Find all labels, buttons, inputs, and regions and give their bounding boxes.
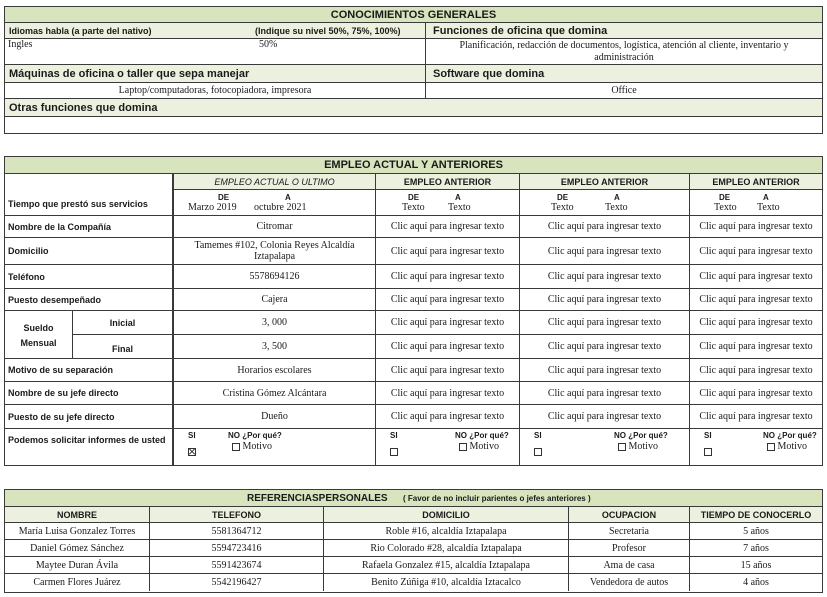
ref-cell-domicilio[interactable]: Benito Zúñiga #10, alcaldía Iztacalco [323, 574, 568, 591]
field-jefe-actual[interactable]: Cristina Gómez Alcántara [173, 382, 375, 405]
empleo-title: EMPLEO ACTUAL Y ANTERIORES [5, 157, 822, 174]
field-compania-anterior-1[interactable]: Clic aquí para ingresar texto [375, 216, 519, 238]
label-final: Final [73, 335, 173, 359]
field-compania-anterior-3[interactable]: Clic aquí para ingresar texto [689, 216, 822, 238]
field-puesto_jefe-actual[interactable]: Dueño [173, 405, 375, 429]
tiempo-field-anterior-3[interactable] [689, 190, 822, 216]
field-jefe-anterior-1[interactable]: Clic aquí para ingresar texto [375, 382, 519, 405]
field-domicilio-anterior-2[interactable]: Clic aquí para ingresar texto [519, 238, 689, 265]
ref-cell-ocupacion[interactable]: Vendedora de autos [568, 574, 689, 591]
field-compania-anterior-2[interactable]: Clic aquí para ingresar texto [519, 216, 689, 238]
field-domicilio-anterior-3[interactable]: Clic aquí para ingresar texto [689, 238, 822, 265]
funciones-field[interactable]: Planificación, redacción de documentos, logística, atención al cliente, inventario y administración [426, 39, 822, 65]
si-checkbox-box [534, 448, 542, 456]
tiempo-field-actual[interactable] [173, 190, 375, 216]
si-checkbox[interactable] [534, 443, 542, 461]
ref-cell-ocupacion[interactable]: Profesor [568, 540, 689, 557]
motivo-text: Motivo [777, 441, 807, 452]
si-checkbox[interactable] [188, 443, 196, 461]
maquinas-label: Máquinas de oficina o taller que sepa manejar [5, 65, 426, 83]
no-label: NO ¿Por qué? [763, 431, 817, 440]
label-compania: Nombre de la Compañía [5, 216, 173, 238]
ref-cell-telefono[interactable]: 5591423674 [149, 557, 323, 574]
col-header-anterior-3: EMPLEO ANTERIOR [689, 174, 822, 190]
idiomas-hint: (Indique su nivel 50%, 75%, 100%) [255, 26, 401, 36]
a-label: A [763, 193, 769, 202]
no-checkbox-box [232, 443, 240, 451]
si-label: SI [704, 431, 712, 440]
col-header-anterior-2: EMPLEO ANTERIOR [519, 174, 689, 190]
ref-cell-tiempo[interactable]: 7 años [689, 540, 822, 557]
software-label: Software que domina [426, 65, 822, 83]
referencias-title [5, 490, 822, 507]
de-label: DE [408, 193, 420, 202]
label-tiempo: Tiempo que prestó sus servicios [5, 174, 173, 216]
ref-cell-tiempo[interactable]: 4 años [689, 574, 822, 591]
no-checkbox[interactable] [459, 441, 499, 452]
informes-field-anterior-2 [519, 429, 689, 465]
field-motivo-anterior-1[interactable]: Clic aquí para ingresar texto [375, 359, 519, 382]
a-value: octubre 2021 [254, 202, 307, 213]
label-informes: Podemos solicitar informes de usted [5, 429, 173, 465]
tiempo-field-anterior-2[interactable] [519, 190, 689, 216]
idioma-field[interactable] [5, 39, 426, 65]
informes-field-anterior-1 [375, 429, 519, 465]
label-jefe: Nombre de su jefe directo [5, 382, 173, 405]
maquinas-field[interactable]: Laptop/computadoras, fotocopiadora, impresora [5, 83, 426, 99]
field-final-actual[interactable]: 3, 500 [173, 335, 375, 359]
no-checkbox-box [459, 443, 467, 451]
motivo-text: Motivo [242, 441, 272, 452]
field-jefe-anterior-2[interactable]: Clic aquí para ingresar texto [519, 382, 689, 405]
a-label: A [614, 193, 620, 202]
referencias-title-text: REFERENCIASPERSONALES [247, 493, 388, 504]
no-checkbox[interactable] [232, 441, 272, 452]
field-inicial-actual[interactable]: 3, 000 [173, 311, 375, 335]
field-compania-actual[interactable]: Citromar [173, 216, 375, 238]
ref-header-ocupacion: OCUPACION [568, 507, 689, 523]
field-puesto-anterior-1[interactable]: Clic aquí para ingresar texto [375, 289, 519, 311]
no-checkbox-box [618, 443, 626, 451]
ref-cell-nombre[interactable]: María Luisa Gonzalez Torres [5, 523, 149, 540]
motivo-text: Motivo [628, 441, 658, 452]
col-header-actual: EMPLEO ACTUAL O ULTIMO [173, 174, 375, 190]
field-puesto_jefe-anterior-1[interactable]: Clic aquí para ingresar texto [375, 405, 519, 429]
label-puesto-jefe: Puesto de su jefe directo [5, 405, 173, 429]
si-checkbox-box [390, 448, 398, 456]
ref-cell-ocupacion[interactable]: Ama de casa [568, 557, 689, 574]
field-telefono-anterior-2[interactable]: Clic aquí para ingresar texto [519, 265, 689, 289]
field-telefono-anterior-3[interactable]: Clic aquí para ingresar texto [689, 265, 822, 289]
si-checkbox[interactable] [390, 443, 398, 461]
si-label: SI [188, 431, 196, 440]
si-label: SI [534, 431, 542, 440]
ref-cell-telefono[interactable]: 5542196427 [149, 574, 323, 591]
label-domicilio: Domicilio [5, 238, 173, 265]
otras-field[interactable] [5, 117, 822, 133]
de-value: Texto [551, 202, 574, 213]
a-value: Texto [757, 202, 780, 213]
si-label: SI [390, 431, 398, 440]
ref-header-nombre: NOMBRE [5, 507, 149, 523]
de-value: Texto [714, 202, 737, 213]
a-label: A [285, 193, 291, 202]
field-puesto_jefe-anterior-3[interactable]: Clic aquí para ingresar texto [689, 405, 822, 429]
field-inicial-anterior-2[interactable]: Clic aquí para ingresar texto [519, 311, 689, 335]
de-label: DE [218, 193, 230, 202]
ref-header-tiempo: TIEMPO DE CONOCERLO [689, 507, 822, 523]
idiomas-label [5, 23, 426, 39]
field-telefono-anterior-1[interactable]: Clic aquí para ingresar texto [375, 265, 519, 289]
a-value: Texto [448, 202, 471, 213]
ref-cell-nombre[interactable]: Maytee Duran Ávila [5, 557, 149, 574]
idiomas-label-text: Idiomas habla (a parte del nativo) [9, 26, 152, 36]
ref-header-domicilio: DOMICILIO [323, 507, 568, 523]
label-motivo: Motivo de su separación [5, 359, 173, 382]
no-checkbox[interactable] [767, 441, 807, 452]
ref-cell-domicilio[interactable]: Roble #16, alcaldía Iztapalapa [323, 523, 568, 540]
informes-field-actual [173, 429, 375, 465]
tiempo-field-anterior-1[interactable] [375, 190, 519, 216]
motivo-text: Motivo [469, 441, 499, 452]
field-motivo-actual[interactable]: Horarios escolares [173, 359, 375, 382]
field-motivo-anterior-3[interactable]: Clic aquí para ingresar texto [689, 359, 822, 382]
field-puesto-anterior-3[interactable]: Clic aquí para ingresar texto [689, 289, 822, 311]
field-final-anterior-2[interactable]: Clic aquí para ingresar texto [519, 335, 689, 359]
label-telefono: Teléfono [5, 265, 173, 289]
label-inicial: Inicial [73, 311, 173, 335]
a-value: Texto [605, 202, 628, 213]
no-label: NO ¿Por qué? [455, 431, 509, 440]
ref-cell-nombre[interactable]: Carmen Flores Juárez [33, 577, 121, 588]
idioma-value: Ingles [8, 39, 33, 50]
col-header-anterior-1: EMPLEO ANTERIOR [375, 174, 519, 190]
ref-cell-telefono[interactable]: 5594723416 [149, 540, 323, 557]
ref-cell-domicilio[interactable]: Rafaela Gonzalez #15, alcaldía Iztapalapa [323, 557, 568, 574]
funciones-label: Funciones de oficina que domina [426, 23, 822, 39]
conocimientos-title: CONOCIMIENTOS GENERALES [5, 7, 822, 23]
software-field[interactable]: Office [426, 83, 822, 99]
field-final-anterior-1[interactable]: Clic aquí para ingresar texto [375, 335, 519, 359]
field-puesto-actual[interactable]: Cajera [173, 289, 375, 311]
informes-field-anterior-3 [689, 429, 822, 465]
label-sueldo: Sueldo Mensual [5, 311, 73, 359]
ref-cell-domicilio[interactable]: Rio Colorado #28, alcaldía Iztapalapa [323, 540, 568, 557]
nivel-value: 50% [259, 39, 278, 50]
si-checkbox[interactable] [704, 443, 712, 461]
no-checkbox-box [767, 443, 775, 451]
ref-cell-nombre[interactable]: Daniel Gómez Sánchez [5, 540, 149, 557]
field-domicilio-anterior-1[interactable]: Clic aquí para ingresar texto [375, 238, 519, 265]
ref-cell-tiempo[interactable]: 15 años [689, 557, 822, 574]
ref-header-telefono: TELEFONO [149, 507, 323, 523]
field-domicilio-actual[interactable]: Tamemes #102, Colonia Reyes Alcaldía Iztapalapa [173, 238, 375, 265]
de-value: Texto [402, 202, 425, 213]
field-final-anterior-3[interactable]: Clic aquí para ingresar texto [689, 335, 822, 359]
field-jefe-anterior-3[interactable]: Clic aquí para ingresar texto [689, 382, 822, 405]
de-value: Marzo 2019 [188, 202, 237, 213]
de-label: DE [719, 193, 731, 202]
de-label: DE [557, 193, 569, 202]
field-puesto_jefe-anterior-2[interactable]: Clic aquí para ingresar texto [519, 405, 689, 429]
field-inicial-anterior-3[interactable]: Clic aquí para ingresar texto [689, 311, 822, 335]
a-label: A [455, 193, 461, 202]
referencias-subtitle: ( Favor de no incluir parientes o jefes anteriores ) [403, 494, 591, 503]
field-telefono-actual[interactable]: 5578694126 [173, 265, 375, 289]
ref-cell-telefono[interactable]: 5581364712 [149, 523, 323, 540]
no-label: NO ¿Por qué? [614, 431, 668, 440]
label-puesto: Puesto desempeñado [5, 289, 173, 311]
field-motivo-anterior-2[interactable]: Clic aquí para ingresar texto [519, 359, 689, 382]
si-checkbox-box [704, 448, 712, 456]
otras-label: Otras funciones que domina [5, 99, 822, 117]
ref-cell-tiempo[interactable]: 5 años [689, 523, 822, 540]
ref-cell-ocupacion[interactable]: Secretaria [568, 523, 689, 540]
field-inicial-anterior-1[interactable]: Clic aquí para ingresar texto [375, 311, 519, 335]
field-puesto-anterior-2[interactable]: Clic aquí para ingresar texto [519, 289, 689, 311]
si-checkbox-box [188, 448, 196, 456]
empleo-labels [5, 174, 173, 465]
no-label: NO ¿Por qué? [228, 431, 282, 440]
no-checkbox[interactable] [618, 441, 658, 452]
